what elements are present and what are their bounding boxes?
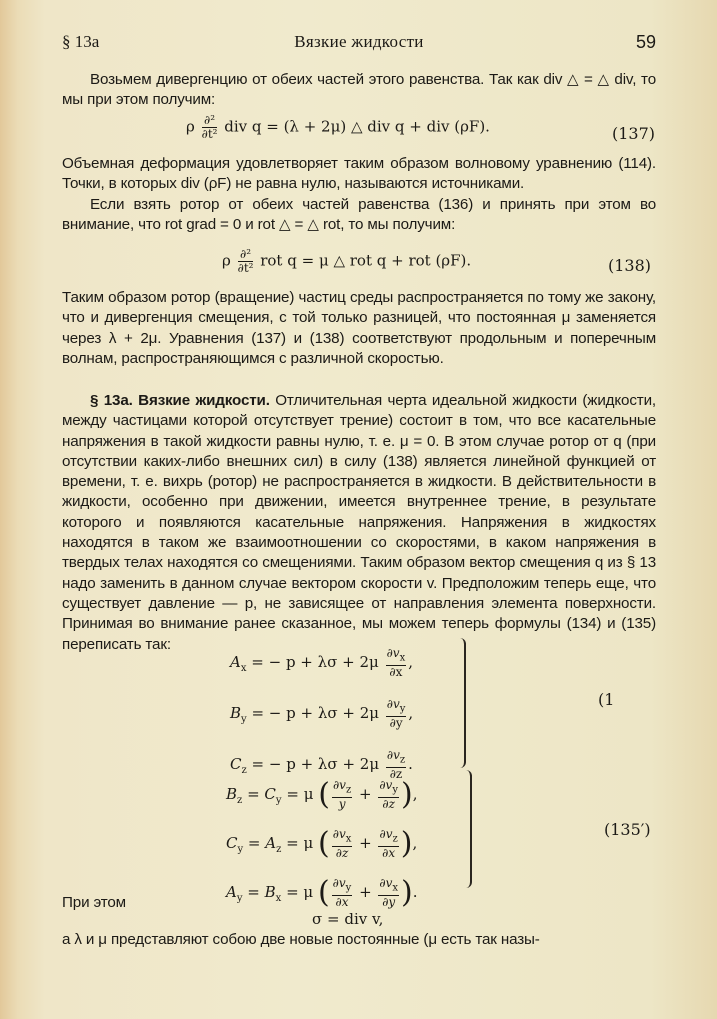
paragraph-text: При этом xyxy=(62,894,126,911)
denominator: ∂z xyxy=(389,766,403,781)
fraction xyxy=(202,114,218,141)
subscript: z xyxy=(399,754,406,766)
fraction xyxy=(238,248,254,275)
punct: . xyxy=(408,755,413,773)
numerator: ∂v xyxy=(386,646,400,661)
subscript: y xyxy=(275,795,282,806)
paragraph-text: Таким образом ротор (вращение) частиц среды распространяется по тому же закону, что и дивергенция смещения, с той только разницей, что постоянная μ заменяется через λ + 2μ. Уравнения (137) и (138) соответствуют продольным и поперечным волнам, распространяющимся с различной скоростью. xyxy=(62,289,656,367)
paragraph-2 xyxy=(62,154,656,235)
numerator: ∂² xyxy=(238,248,254,262)
punct: , xyxy=(412,785,418,803)
fraction xyxy=(378,779,399,810)
paragraph-7 xyxy=(62,930,656,950)
equation-138 xyxy=(222,248,471,275)
punct: , xyxy=(408,704,414,722)
subscript: z xyxy=(241,765,247,776)
equation-number-138: (138) xyxy=(608,256,652,275)
subscript: y xyxy=(237,844,244,855)
paragraph-1 xyxy=(62,70,656,111)
fraction xyxy=(386,698,407,729)
eq-rhs: = − p + λσ + 2μ xyxy=(251,704,379,722)
subscript: x xyxy=(392,882,399,894)
eq-lhs: A xyxy=(226,883,237,901)
paragraph-4 xyxy=(62,288,656,369)
denominator: ∂z xyxy=(382,796,395,811)
eq-rhs: = − p + λσ + 2μ xyxy=(251,755,380,773)
eq-mid: = B xyxy=(247,883,276,901)
denominator: ∂t² xyxy=(201,127,218,141)
numerator: ∂v xyxy=(379,827,393,842)
equation-row: $A_y = B_x = \mu$ ( $\frac{\partial v_y}{\partial x}$ + $\frac{\partial v_x}{\partial y}$ ). xyxy=(226,875,418,910)
eq-mid: = A xyxy=(247,834,277,852)
eq-lhs: A xyxy=(230,653,241,671)
section-heading: § 13a. Вязкие жидкости. xyxy=(90,392,270,409)
eq-rho: ρ xyxy=(186,117,195,136)
equation-row xyxy=(230,640,413,691)
section-number: § 13a xyxy=(62,32,100,51)
paragraph-text: Объемная деформация удовлетворяет таким образом волновому уравнению (114). Точки, в которых div (ρF) не равна нулю, называются источниками. xyxy=(62,155,656,193)
denominator: ∂x xyxy=(389,664,403,679)
fraction xyxy=(332,828,353,859)
equation-137 xyxy=(186,114,490,141)
eq-lhs: B xyxy=(226,785,238,803)
running-header xyxy=(62,32,656,56)
equation-number-137: (137) xyxy=(612,124,656,143)
equation-134-prime xyxy=(230,640,413,793)
subscript: y xyxy=(236,893,243,904)
paragraph-text: Возьмем дивергенцию от обеих частей этого равенства. Так как div △ = △ div, то мы при этом получим: xyxy=(62,71,656,109)
equation-row xyxy=(230,691,413,742)
right-paren: ) xyxy=(401,875,413,910)
numerator: ∂v xyxy=(379,876,393,891)
numerator: ∂v xyxy=(332,827,346,842)
denominator: ∂t² xyxy=(237,261,254,275)
eq-lhs: B xyxy=(230,704,242,722)
equation-number-135-prime: (135′) xyxy=(604,820,651,839)
denominator: ∂y xyxy=(389,715,403,730)
denominator: ∂y xyxy=(382,894,396,909)
subscript: y xyxy=(345,882,352,894)
equation-sigma: σ = div v, xyxy=(312,910,384,928)
punct: . xyxy=(412,883,418,901)
subscript: y xyxy=(399,703,406,715)
subscript: x xyxy=(275,893,282,904)
subscript: z xyxy=(237,795,243,806)
numerator: ∂v xyxy=(332,778,346,793)
eq-rhs: = μ xyxy=(286,785,314,803)
right-brace xyxy=(458,638,466,768)
eq-lhs: C xyxy=(226,834,238,852)
subscript: x xyxy=(240,663,247,674)
numerator: ∂v xyxy=(386,697,400,712)
numerator: ∂² xyxy=(202,114,218,128)
eq-mid: = C xyxy=(247,785,276,803)
subscript: y xyxy=(392,784,398,796)
left-paren: ( xyxy=(317,875,330,910)
subscript: z xyxy=(392,833,398,845)
denominator: y xyxy=(338,796,346,811)
right-paren: ) xyxy=(400,777,413,812)
equation-row: $B_z = C_y = \mu$ ( $\frac{\partial v_z}{y}$ + $\frac{\partial v_y}{\partial z}$ ), xyxy=(226,777,418,812)
denominator: ∂x xyxy=(335,894,349,909)
left-paren: ( xyxy=(318,777,330,812)
right-paren: ) xyxy=(400,826,413,861)
subscript: z xyxy=(276,844,282,855)
equation-row: $C_y = A_z = \mu$ ( $\frac{\partial v_x}{\partial z}$ + $\frac{\partial v_z}{\partial x}$ ), xyxy=(226,826,418,861)
eq-lhs: C xyxy=(230,755,242,773)
subscript: x xyxy=(345,833,352,845)
eq-rhs: = μ xyxy=(286,834,314,852)
eq-rhs: = − p + λσ + 2μ xyxy=(251,653,379,671)
equation-number-134-prime: (1 xyxy=(598,690,615,709)
subscript: y xyxy=(241,714,247,725)
eq-rho: ρ xyxy=(222,251,231,270)
paragraph-5 xyxy=(62,391,656,655)
subscript: x xyxy=(399,652,406,664)
eq-body: div q = (λ + 2μ) △ div q + div (ρF). xyxy=(224,117,490,136)
paragraph-text: Отличительная черта идеальной жидкости (жидкости, между частицами которой отсутствует трение) состоит в том, что все касательные напряжения в такой жидкости равны нулю, т. е. μ = 0. В этом случае ротор от q (при отсутствии каких-либо внешних сил) в силу (138) является линейной функцией от времени, т. е. вихрь (ротор) не распространяется в жидкости. В действительности в жидкости, особенно при движении, имеется внутреннее трение, в результате которого и появляются касательные напряжения. Напряжения в жидкостях находятся в таком же взаимоотношении со скоростями, в каком напряжения в твердых телах находятся со смещениями. Таким образом вектор смещения q из § 13 надо заменить в данном случае вектором скорости v. Предположим теперь еще, что существует давление — p, не зависящее от направления элемента поверхности. Принимая во внимание ранее сказанное, мы можем теперь формулы (134) и (135) переписать так: xyxy=(62,392,656,653)
numerator: ∂v xyxy=(386,748,400,763)
denominator: ∂z xyxy=(335,845,349,860)
running-title: Вязкие жидкости xyxy=(294,32,424,51)
numerator: ∂v xyxy=(332,876,346,891)
paragraph-text: Если взять ротор от обеих частей равенства (136) и принять при этом во внимание, что rot grad = 0 и rot △ = △ rot, то мы получим: xyxy=(62,195,656,233)
numerator: ∂v xyxy=(379,778,393,793)
eq-rhs: = μ xyxy=(286,883,314,901)
fraction xyxy=(332,779,352,810)
left-paren: ( xyxy=(318,826,330,861)
fraction xyxy=(386,647,407,678)
denominator: ∂x xyxy=(382,845,396,860)
subscript: z xyxy=(345,784,352,796)
right-brace xyxy=(464,770,472,888)
paragraph-text: а λ и μ представляют собою две новые постоянные (μ есть так назы- xyxy=(62,931,540,948)
punct: , xyxy=(412,834,418,852)
page-number: 59 xyxy=(635,32,656,52)
eq-body: rot q = μ △ rot q + rot (ρF). xyxy=(260,251,472,270)
fraction xyxy=(378,828,398,859)
punct: , xyxy=(408,653,413,671)
